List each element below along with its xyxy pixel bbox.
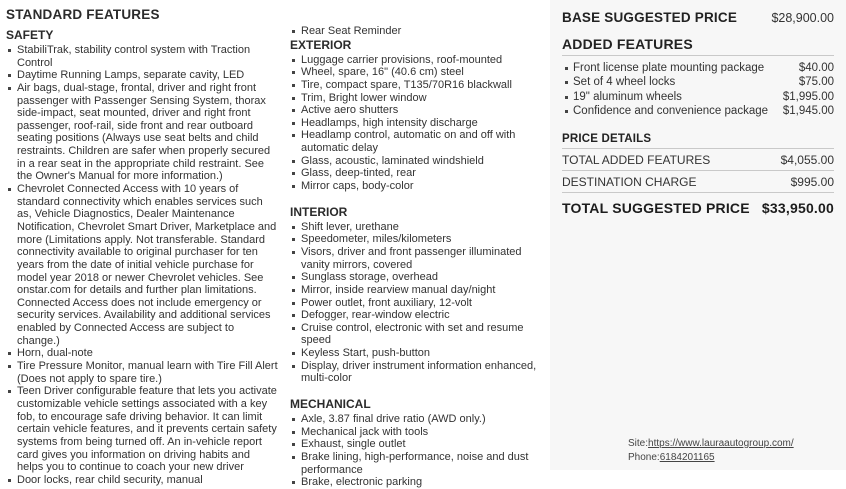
feature-item: Tire, compact spare, T135/70R16 blackwall — [290, 79, 542, 92]
base-price-value: $28,900.00 — [771, 11, 834, 25]
feature-item: Wheel, spare, 16" (40.6 cm) steel — [290, 66, 542, 79]
feature-item: Exhaust, single outlet — [290, 438, 542, 451]
added-feature-row — [562, 104, 834, 118]
price-detail-row — [562, 149, 834, 171]
row-value: $1,945.00 — [782, 105, 834, 118]
row-value: $1,995.00 — [782, 90, 834, 103]
site-label: Site: — [628, 438, 649, 449]
feature-list-safety-continued — [290, 25, 542, 38]
feature-item: Tire Pressure Monitor, manual learn with Tire Fill Alert (Does not apply to spare tire.) — [6, 360, 278, 385]
row-label: 19" aluminum wheels — [573, 90, 682, 103]
feature-item: Visors, driver and front passenger illuminated vanity mirrors, covered — [290, 246, 542, 271]
phone-line — [628, 451, 794, 465]
total-suggested-price-row — [562, 200, 834, 216]
feature-list-exterior — [290, 54, 542, 193]
added-feature-row — [562, 75, 834, 89]
section-heading-exterior: EXTERIOR — [290, 37, 352, 52]
feature-item: Display, driver instrument information enhanced, multi-color — [290, 360, 542, 385]
section-safety — [6, 28, 278, 486]
section-heading-interior: INTERIOR — [290, 204, 348, 219]
feature-item: Cruise control, electronic with set and resume speed — [290, 322, 542, 347]
price-details-list — [562, 149, 834, 193]
total-price-value: $33,950.00 — [761, 199, 834, 216]
feature-item: Mechanical jack with tools — [290, 426, 542, 439]
phone-link[interactable]: 6184201165 — [659, 451, 715, 463]
feature-item: StabiliTrak, stability control system with Traction Control — [6, 44, 278, 69]
feature-item: Headlamps, high intensity discharge — [290, 117, 542, 130]
section-heading-mechanical: MECHANICAL — [290, 397, 371, 412]
feature-item: Shift lever, urethane — [290, 221, 542, 234]
feature-item: Teen Driver configurable feature that lets you activate customizable vehicle settings associated with a key fob, to encourage safe driving behavior. It can limit certain vehicle features, and it prevents certain safety systems from being turned off. An in-vehicle report card gives you information on driving habits and helps you to continue to coach your new driver — [6, 385, 278, 473]
section-interior — [290, 205, 542, 385]
added-feature-row — [562, 61, 834, 75]
feature-list-safety — [6, 44, 278, 486]
feature-item: Power outlet, front auxiliary, 12-volt — [290, 297, 542, 310]
contact-info — [628, 437, 794, 464]
feature-item: Mirror caps, body-color — [290, 180, 542, 193]
price-details-heading: PRICE DETAILS — [562, 133, 834, 149]
feature-item: Axle, 3.87 final drive ratio (AWD only.) — [290, 413, 542, 426]
site-line — [628, 437, 794, 451]
feature-item: Active aero shutters — [290, 104, 542, 117]
feature-list-mechanical — [290, 413, 542, 489]
row-label: Front license plate mounting package — [573, 62, 765, 74]
feature-item: Horn, dual-note — [6, 347, 278, 360]
feature-item: Trim, Bright lower window — [290, 92, 542, 105]
row-value: $40.00 — [798, 62, 834, 74]
base-price-row — [562, 10, 834, 25]
feature-item: Keyless Start, push-button — [290, 347, 542, 360]
row-label: DESTINATION CHARGE — [562, 174, 697, 189]
row-label: TOTAL ADDED FEATURES — [562, 152, 711, 167]
row-value: $4,055.00 — [780, 152, 834, 167]
page-title: STANDARD FEATURES — [6, 7, 160, 22]
added-features-heading: ADDED FEATURES — [562, 36, 834, 56]
feature-item: Glass, acoustic, laminated windshield — [290, 155, 542, 168]
row-value: $995.00 — [790, 174, 834, 189]
feature-item: Luggage carrier provisions, roof-mounted — [290, 54, 542, 67]
base-price-label: BASE SUGGESTED PRICE — [562, 10, 738, 25]
feature-item: Door locks, rear child security, manual — [6, 474, 278, 487]
features-column-middle — [282, 0, 546, 489]
added-features-list — [562, 61, 834, 119]
section-heading-safety: SAFETY — [6, 28, 54, 42]
price-detail-row — [562, 171, 834, 193]
feature-item: Daytime Running Lamps, separate cavity, LED — [6, 69, 278, 82]
added-feature-row — [562, 90, 834, 104]
feature-item: Chevrolet Connected Access with 10 years of standard connectivity which enables services such as, Vehicle Diagnostics, Dealer Maintenance Notification, Chevrolet Smart Driver, Marketplace and more (Limitations apply. Not transferable. Standard connectivity available to original purchaser for ten years from the date of initial vehicle purchase for model year 2018 or newer Chevrolet vehicles. See onstar.com for details and further plan limitations. Connected Access does not include emergency or security services. Availability and additional services enabled by Connected Access are subject to change.) — [6, 183, 278, 347]
total-price-label: TOTAL SUGGESTED PRICE — [562, 199, 750, 216]
features-column-left — [0, 0, 282, 486]
feature-item: Brake, electronic parking — [290, 476, 542, 489]
feature-item: Air bags, dual-stage, frontal, driver and right front passenger with Passenger Sensing System, thorax side-impact, seat mounted, driver and right front passenger, roof-rail, side front and rear outboard seating positions (Always use seat belts and child restraints. Children are safer when properly secured in a rear seat in the appropriate child restraint. See the Owner's Manual for more information.) — [6, 82, 278, 183]
feature-item: Glass, deep-tinted, rear — [290, 167, 542, 180]
feature-item: Brake lining, high-performance, noise and dust performance — [290, 451, 542, 476]
feature-item: Headlamp control, automatic on and off with automatic delay — [290, 129, 542, 154]
row-label: Confidence and convenience package — [573, 105, 769, 118]
phone-label: Phone: — [628, 451, 660, 463]
feature-item: Mirror, inside rearview manual day/night — [290, 284, 542, 297]
feature-item: Rear Seat Reminder — [290, 25, 542, 38]
feature-list-interior — [290, 221, 542, 385]
site-link[interactable]: https://www.lauraautogroup.com/ — [648, 438, 794, 449]
feature-item: Defogger, rear-window electric — [290, 309, 542, 322]
row-label: Set of 4 wheel locks — [573, 76, 676, 89]
feature-item: Sunglass storage, overhead — [290, 271, 542, 284]
section-mechanical — [290, 397, 542, 489]
row-value: $75.00 — [798, 76, 834, 89]
price-panel — [550, 0, 846, 470]
section-exterior — [290, 38, 542, 193]
feature-item: Speedometer, miles/kilometers — [290, 233, 542, 246]
